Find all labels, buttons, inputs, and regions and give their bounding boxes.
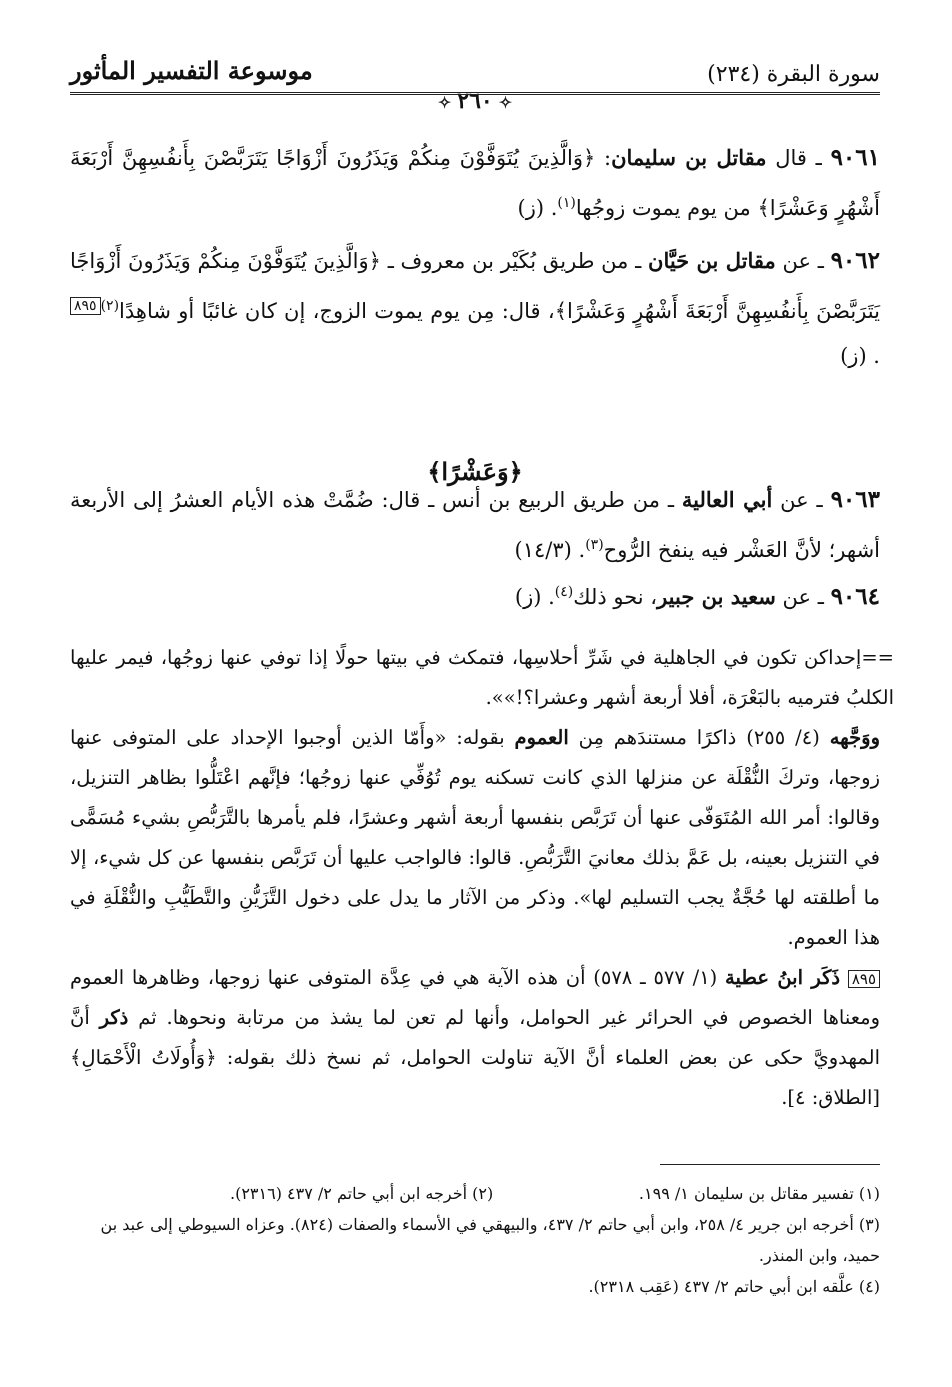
entry-text: ، نحو ذلك xyxy=(573,585,658,609)
footnote-4: (٤) علَّقه ابن أبي حاتم ٢/ ٤٣٧ (عَقِب ٢٣١٨). xyxy=(588,1277,880,1296)
entry-intro: ـ عن xyxy=(780,488,823,512)
source-tag: . (ز) xyxy=(517,196,558,220)
footnote-ref[interactable]: (٢) xyxy=(100,298,120,314)
entry-number: ٩٠٦٤ xyxy=(830,583,880,610)
source-tag: . (١٤/٣) xyxy=(514,538,586,562)
entry-text: من يوم يموت زوجُها xyxy=(575,196,751,220)
note-text: بقوله: «وأَمّا الذين أوجبوا الإحداد على المتوفى عنها زوجها، وتركَ النُّقْلَة عن منزلها الذي كانت تسكنه يوم تُوُفِّي عنها زوجُها؛ فإنَّهم اعْتَلُّوا بظاهر التنزيل، وقالوا: أمر الله المُتَوَفّى عنها أن تَرَبَّص بنفسها أربعة أشهر وعشرًا، فلم يأمرها بالتَّرَبُّصِ بشيء مُسَمًّى في التنزيل بعينه، بل عَمَّ بذلك معانيَ التَّرَبُّصِ. قالوا: فالواجب عليها أن تَرَبَّص بنفسها عن كل شيء، إلا ما أطلقته لها حُجَّةٌ يجب التسليم لها». وذكر من الآثار ما يدل على دخول التَّزَيُّنِ والتَّطَيُّبِ والنُّقْلَةِ في هذا العموم. xyxy=(70,726,880,949)
quran-quote: ﴿وَالَّذِينَ يُتَوَفَّوْنَ مِنكُمْ وَيَذَرُونَ أَزْوَاجًا يَتَرَبَّصْنَ بِأَنفُسِهِنَّ أَرْبَعَةَ أَشْهُرٍ وَعَشْرًا﴾ xyxy=(70,249,880,323)
quran-quote: ﴿وَالَّذِينَ يُتَوَفَّوْنَ مِنكُمْ وَيَذَرُونَ أَزْوَاجًا يَتَرَبَّصْنَ بِأَنفُسِهِنَّ أَرْبَعَةَ أَشْهُرٍ وَعَشْرًا﴾ xyxy=(70,146,880,220)
narrator-name: مقاتل بن سليمان xyxy=(611,145,767,170)
note-text: (٤/ ٢٥٥) ذاكرًا مستندَهم مِن xyxy=(578,726,820,749)
entry-text: ـ من طريق الربيع بن أنس ـ قال: ضُمَّتْ هذه الأيام العشرُ إلى الأربعة أشهر؛ لأنَّ العَشْر فيه ينفخ الرُّوح xyxy=(70,488,880,562)
narrator-name: مقاتل بن حَيَّان xyxy=(648,248,776,273)
note-bold: ذكر xyxy=(99,1006,129,1029)
entry-text: ، قال: مِن يوم يموت الزوج، إن كان غائبًا أو شاهِدًا xyxy=(119,299,555,323)
ornament-icon: ✧ xyxy=(437,93,452,112)
footnote-3: (٣) أخرجه ابن جرير ٤/ ٢٥٨، وابن أبي حاتم ٢/ ٤٣٧، والبيهقي في الأسماء والصفات (٨٢٤). وعزاه السيوطي إلى عبد بن حميد، وابن المنذر. xyxy=(100,1215,880,1265)
source-tag: . (ز) xyxy=(514,585,555,609)
note-paragraph-895 xyxy=(70,958,880,1118)
note-continuation xyxy=(70,638,894,718)
footnote-1: (١) تفسير مقاتل بن سليمان ١/ ١٩٩. xyxy=(638,1184,880,1203)
footnote-ref[interactable]: (١) xyxy=(557,195,576,211)
page-number: ٢٦٠ xyxy=(457,88,493,114)
section-heading: ﴿وَعَشْرًا﴾ xyxy=(427,457,523,486)
entry-intro: ـ عن xyxy=(782,585,824,609)
entry-9062 xyxy=(70,238,880,379)
narrator-name: سعيد بن جبير xyxy=(657,584,776,609)
note-lead: ووَجَّهه xyxy=(829,726,881,749)
note-text: أنَّ المهدويَّ حكى عن بعض العلماء أنَّ الآية تناولت الحوامل، ثم نسخ ذلك بقوله: xyxy=(70,1006,880,1069)
footnote-rule xyxy=(660,1164,880,1165)
note-lead: ذَكَر ابنُ عطية xyxy=(725,966,841,989)
work-title: موسوعة التفسير المأثور xyxy=(70,56,313,85)
entry-intro: ـ عن xyxy=(782,249,824,273)
continuation-text: إحداكن تكون في الجاهلية في شَرِّ أحلاسِها، فتمكث في بيتها حولًا إذا توفي عنها زوجُها، فيمر عليها الكلبُ فترميه بالبَعْرَة، أفلا أربعة أشهر وعشرا؟!»». xyxy=(70,646,894,709)
note-paragraph xyxy=(70,718,880,958)
quran-quote: ﴿وَأُولَاتُ الْأَحْمَالِ﴾ xyxy=(70,1046,217,1069)
footnote-row xyxy=(70,1178,880,1209)
entry-number: ٩٠٦١ xyxy=(830,144,880,171)
source-tag: . (ز) xyxy=(840,344,880,368)
narrator-name: أبي العالية xyxy=(681,487,773,512)
entry-colon: : xyxy=(604,146,612,170)
footnote-2: (٢) أخرجه ابن أبي حاتم ٢/ ٤٣٧ (٢٣١٦). xyxy=(230,1184,494,1203)
note-box-ref[interactable]: ٨٩٥ xyxy=(70,297,101,315)
note-bold: العموم xyxy=(514,726,569,749)
surah-title: سورة البقرة (٢٣٤) xyxy=(707,62,880,87)
ornament-icon: ✧ xyxy=(498,93,513,112)
header-rule xyxy=(70,92,880,95)
chain-text: ـ من طريق بُكَيْر بن معروف ـ xyxy=(387,249,642,273)
book-page xyxy=(70,40,894,1360)
footnote-ref[interactable]: (٣) xyxy=(585,537,604,553)
footnotes xyxy=(70,1178,880,1302)
entry-number: ٩٠٦٢ xyxy=(830,247,880,274)
entry-number: ٩٠٦٣ xyxy=(830,486,880,513)
entry-9063 xyxy=(70,477,880,573)
quran-ref: [الطلاق: ٤]. xyxy=(781,1086,880,1109)
entry-intro: ـ قال xyxy=(775,146,822,170)
continuation-mark: == xyxy=(861,646,894,669)
entry-9064 xyxy=(70,570,880,620)
note-text: (١/ ٥٧٧ ـ ٥٧٨) أن هذه الآية هي في عِدَّة المتوفى عنها زوجها، وظاهرها العموم ومعناها الخصوص في الحرائر غير الحوامل، وأنها لم تعن لما يشذ من مرتابة ونحوها. ثم xyxy=(70,966,880,1029)
commentary-notes xyxy=(70,638,894,1118)
note-box-label[interactable]: ٨٩٥ xyxy=(848,970,880,988)
footnote-ref[interactable]: (٤) xyxy=(554,584,574,600)
entry-9061 xyxy=(70,135,880,231)
